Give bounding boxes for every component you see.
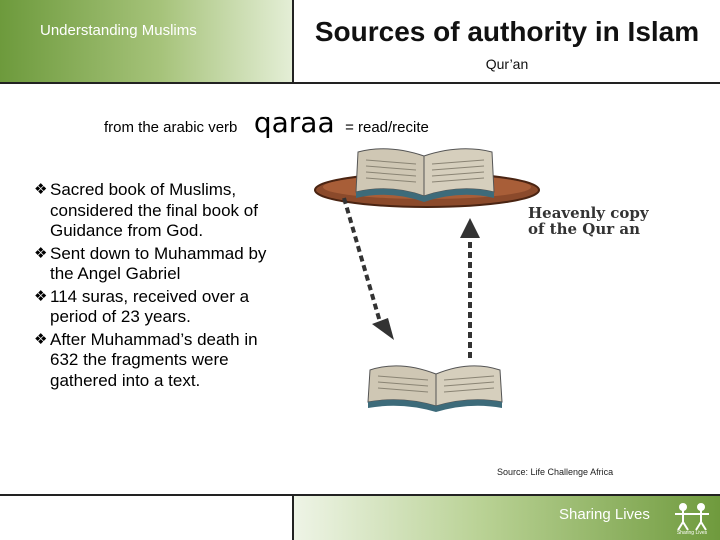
descent-arrow-icon [344, 198, 380, 322]
etymology-prefix: from the arabic verb [104, 119, 238, 136]
bullet-list [34, 180, 284, 393]
heavenly-copy-label-line2: of the Qur an [528, 220, 641, 238]
heavenly-book-icon [356, 149, 494, 202]
bullet-marker-icon: ❖ [34, 244, 48, 262]
bullet-text: After Muhammad’s death in 632 the fragments were gathered into a text. [50, 329, 258, 390]
etymology-line [104, 106, 429, 139]
slide-title: Sources of authority in Islam [314, 16, 700, 47]
etymology-meaning: = read/recite [345, 119, 429, 136]
quran-descent-illustration [300, 138, 700, 438]
bullet-item [34, 287, 284, 328]
descent-arrowhead-icon [372, 318, 394, 340]
bullet-item [34, 244, 284, 285]
logo-caption: Sharing Lives [676, 530, 708, 536]
bullet-item [34, 180, 284, 242]
footer-banner [294, 496, 720, 540]
bullet-marker-icon: ❖ [34, 330, 48, 348]
ascent-arrowhead-icon [460, 218, 480, 238]
bullet-text: 114 suras, received over a period of 23 years. [50, 286, 250, 326]
bullet-item [34, 330, 284, 392]
slide-subtitle: Qur’an [485, 56, 529, 72]
source-credit: Source: Life Challenge Africa [497, 467, 614, 477]
bullet-text: Sacred book of Muslims, considered the final book of Guidance from God. [50, 180, 258, 240]
heavenly-copy-label: Heavenly copy [528, 204, 649, 222]
bullet-marker-icon: ❖ [34, 181, 48, 198]
earthly-book-icon [368, 366, 502, 412]
header-divider-horizontal [0, 82, 720, 84]
footer-label: Sharing Lives [559, 506, 650, 523]
section-label: Understanding Muslims [40, 22, 197, 39]
bullet-text: Sent down to Muhammad by the Angel Gabriel [50, 243, 267, 283]
etymology-word: qaraa [253, 106, 335, 139]
bullet-marker-icon: ❖ [34, 287, 48, 305]
header-section-banner [0, 0, 292, 82]
